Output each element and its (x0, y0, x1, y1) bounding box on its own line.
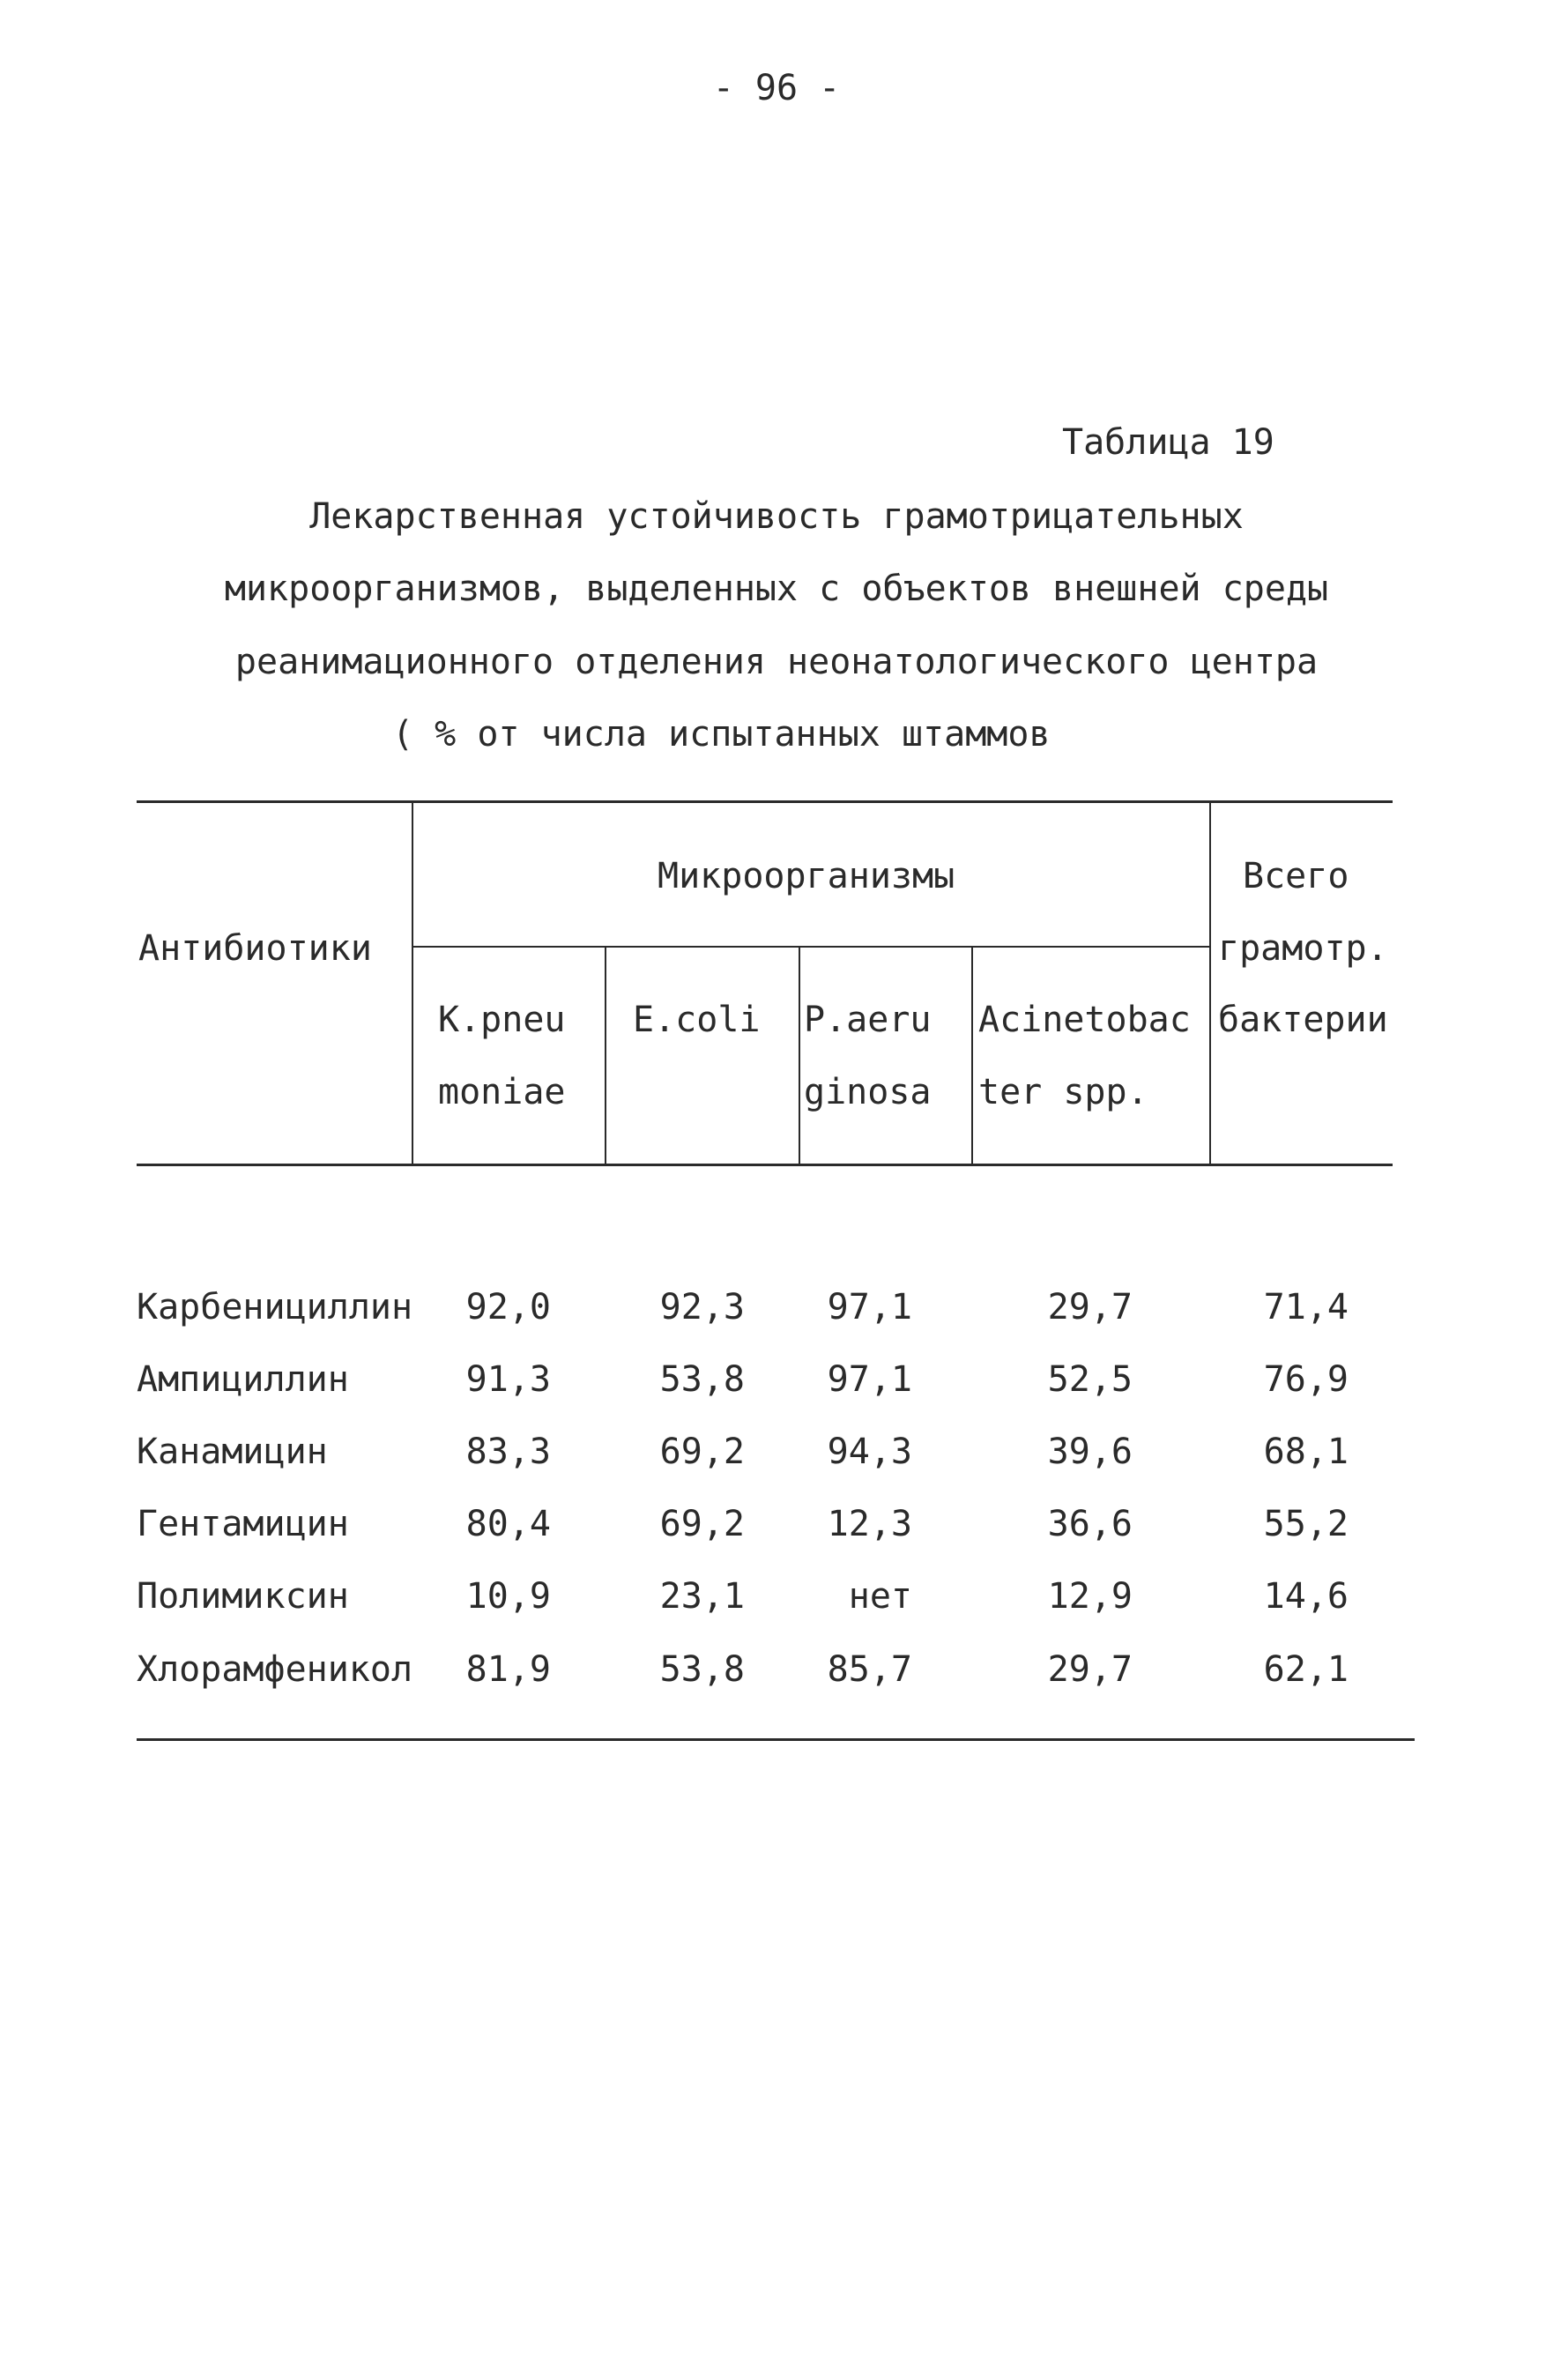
value-acineto: 36,6 (1047, 1504, 1133, 1544)
value-paeru: 85,7 (827, 1649, 912, 1690)
value-ecoli: 53,8 (659, 1649, 745, 1690)
header-separator-1 (412, 802, 413, 1164)
value-ecoli: 69,2 (659, 1504, 745, 1544)
table-title-line-3: реанимационного отделения неонатологического центра (234, 642, 1319, 682)
antibiotic-name: Хлорамфеникол (137, 1649, 413, 1690)
header-total-line-3: бактерии (1218, 1000, 1388, 1040)
value-kpneu: 91,3 (465, 1359, 551, 1400)
value-total: 14,6 (1263, 1576, 1349, 1617)
value-paeru: 97,1 (827, 1287, 912, 1328)
header-col-paeru-2: ginosa (804, 1072, 932, 1112)
value-ecoli: 53,8 (659, 1359, 745, 1400)
table-title-line-4: ( % от числа испытанных штаммов (392, 714, 1051, 755)
value-total: 76,9 (1263, 1359, 1349, 1400)
antibiotic-name: Карбенициллин (137, 1287, 413, 1328)
header-col-acineto-2: ter spp. (978, 1072, 1148, 1112)
value-ecoli: 69,2 (659, 1432, 745, 1472)
header-top-rule (137, 800, 1393, 803)
header-col-kpneu-1: K.pneu (438, 1000, 566, 1040)
header-separator-4 (971, 948, 973, 1164)
header-total-line-1: Всего (1243, 856, 1349, 896)
value-kpneu: 92,0 (465, 1287, 551, 1328)
table-label: Таблица 19 (1062, 422, 1274, 463)
header-bottom-rule (137, 1164, 1393, 1166)
header-antibiotics: Антибиотики (138, 928, 372, 969)
value-total: 62,1 (1263, 1649, 1349, 1690)
value-ecoli: 92,3 (659, 1287, 745, 1328)
value-kpneu: 83,3 (465, 1432, 551, 1472)
table-title-line-1: Лекарственная устойчивость грамотрицательных (309, 496, 1244, 537)
value-ecoli: 23,1 (659, 1576, 745, 1617)
table-title-line-2: микроорганизмов, выделенных с объектов внешней среды (224, 569, 1329, 609)
value-paeru: нет (848, 1576, 912, 1617)
header-total-line-2: грамотр. (1218, 928, 1388, 969)
antibiotic-name: Канамицин (137, 1432, 328, 1472)
value-paeru: 94,3 (827, 1432, 912, 1472)
table-bottom-rule (137, 1738, 1415, 1741)
header-microorganisms: Микроорганизмы (658, 856, 955, 896)
page-number: - 96 - (712, 68, 841, 108)
value-kpneu: 10,9 (465, 1576, 551, 1617)
header-separator-3 (799, 948, 800, 1164)
header-col-acineto-1: Acinetobac (978, 1000, 1191, 1040)
value-acineto: 12,9 (1047, 1576, 1133, 1617)
header-separator-2 (605, 948, 606, 1164)
value-acineto: 29,7 (1047, 1287, 1133, 1328)
antibiotic-name: Полимиксин (137, 1576, 349, 1617)
value-paeru: 97,1 (827, 1359, 912, 1400)
header-col-ecoli-1: E.coli (633, 1000, 761, 1040)
group-divider-rule (412, 946, 1209, 948)
header-separator-5 (1209, 802, 1211, 1164)
value-kpneu: 81,9 (465, 1649, 551, 1690)
value-kpneu: 80,4 (465, 1504, 551, 1544)
value-paeru: 12,3 (827, 1504, 912, 1544)
value-total: 68,1 (1263, 1432, 1349, 1472)
value-total: 55,2 (1263, 1504, 1349, 1544)
antibiotic-name: Гентамицин (137, 1504, 349, 1544)
header-col-paeru-1: P.aeru (804, 1000, 932, 1040)
value-total: 71,4 (1263, 1287, 1349, 1328)
antibiotic-name: Ампициллин (137, 1359, 349, 1400)
value-acineto: 29,7 (1047, 1649, 1133, 1690)
header-col-kpneu-2: moniae (438, 1072, 566, 1112)
value-acineto: 52,5 (1047, 1359, 1133, 1400)
value-acineto: 39,6 (1047, 1432, 1133, 1472)
